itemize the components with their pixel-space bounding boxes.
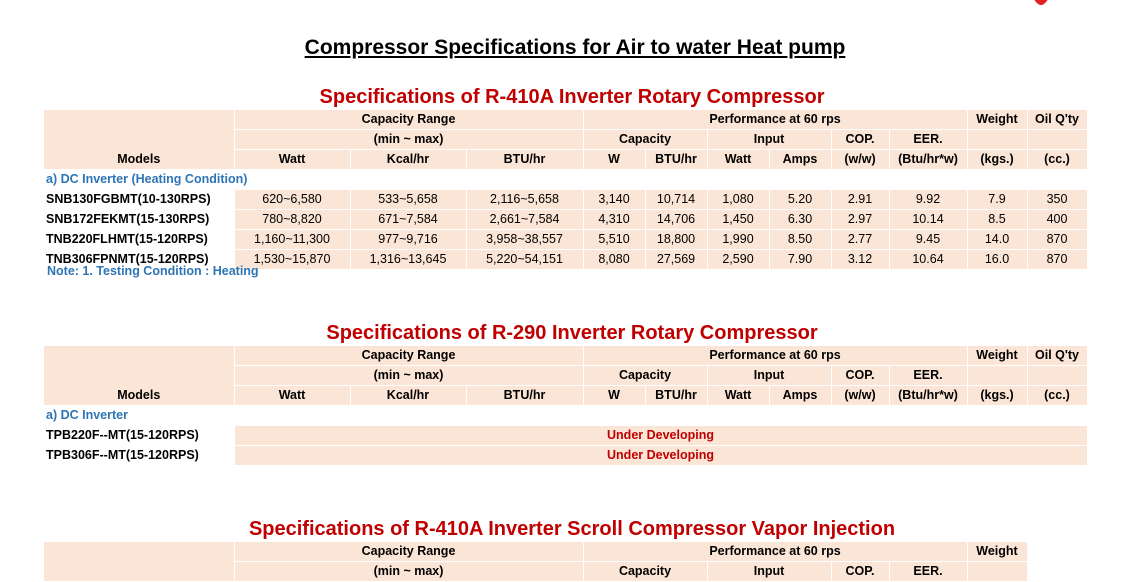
status-under-developing: Under Developing bbox=[234, 446, 1087, 466]
cell-capacity-w: 5,510 bbox=[583, 230, 645, 250]
cell-watt: 1,160~11,300 bbox=[234, 230, 350, 250]
header-ww: (w/w) bbox=[831, 150, 889, 170]
header-eer: EER. bbox=[889, 366, 967, 386]
header-oil: Oil Q'ty bbox=[1027, 346, 1087, 366]
header-min-max: (min ~ max) bbox=[234, 562, 583, 582]
header-capacity: Capacity bbox=[583, 366, 707, 386]
section-title-r410a-rotary: Specifications of R-410A Inverter Rotary Compressor bbox=[319, 86, 825, 108]
cell-amps: 7.90 bbox=[769, 250, 831, 270]
status-under-developing: Under Developing bbox=[234, 426, 1087, 446]
header-btuhrw: (Btu/hr*w) bbox=[889, 386, 967, 406]
header-weight: Weight bbox=[967, 542, 1027, 562]
header-eer: EER. bbox=[889, 562, 967, 582]
cell-capacity-w: 4,310 bbox=[583, 210, 645, 230]
header-performance: Performance at 60 rps bbox=[583, 542, 967, 562]
header-watt: Watt bbox=[234, 386, 350, 406]
model-name: SNB130FGBMT(10-130RPS) bbox=[44, 190, 234, 210]
header-btuhrw: (Btu/hr*w) bbox=[889, 150, 967, 170]
cell-amps: 6.30 bbox=[769, 210, 831, 230]
header-models: Models bbox=[44, 110, 234, 170]
table-row bbox=[44, 426, 1087, 446]
cell-watt: 780~8,820 bbox=[234, 210, 350, 230]
table-row bbox=[44, 190, 1087, 210]
header-weight: Weight bbox=[967, 346, 1027, 366]
model-name: TNB306FPNMT(15-120RPS) bbox=[44, 250, 234, 270]
spec-table-r410a-scroll bbox=[44, 542, 1088, 582]
cell-btu: 2,661~7,584 bbox=[466, 210, 583, 230]
header-models: Models bbox=[44, 346, 234, 406]
cell-btu: 3,958~38,557 bbox=[466, 230, 583, 250]
cell-input-watt: 2,590 bbox=[707, 250, 769, 270]
header-capacity: Capacity bbox=[583, 130, 707, 150]
brand-logo-icon bbox=[1026, 0, 1056, 6]
header-kgs: (kgs.) bbox=[967, 386, 1027, 406]
cell-eer: 9.45 bbox=[889, 230, 967, 250]
cell-kcal: 533~5,658 bbox=[350, 190, 466, 210]
cell-oil: 350 bbox=[1027, 190, 1087, 210]
header-weight: Weight bbox=[967, 110, 1027, 130]
header-performance: Performance at 60 rps bbox=[583, 110, 967, 130]
cell-amps: 5.20 bbox=[769, 190, 831, 210]
cell-capacity-btu: 18,800 bbox=[645, 230, 707, 250]
cell-input-watt: 1,990 bbox=[707, 230, 769, 250]
cell-input-watt: 1,450 bbox=[707, 210, 769, 230]
header-eer: EER. bbox=[889, 130, 967, 150]
cell-kcal: 977~9,716 bbox=[350, 230, 466, 250]
section-subtitle: a) DC Inverter bbox=[44, 406, 1087, 426]
cell-watt: 620~6,580 bbox=[234, 190, 350, 210]
cell-capacity-btu: 14,706 bbox=[645, 210, 707, 230]
header-capacity: Capacity bbox=[583, 562, 707, 582]
header-btu: BTU/hr bbox=[466, 386, 583, 406]
header-capacity-range: Capacity Range bbox=[234, 542, 583, 562]
spec-table-r410a-rotary bbox=[44, 110, 1088, 270]
cell-kcal: 1,316~13,645 bbox=[350, 250, 466, 270]
header-cop: COP. bbox=[831, 130, 889, 150]
cell-capacity-btu: 27,569 bbox=[645, 250, 707, 270]
header-amps: Amps bbox=[769, 386, 831, 406]
model-name: TNB220FLHMT(15-120RPS) bbox=[44, 230, 234, 250]
table-row bbox=[44, 210, 1087, 230]
header-min-max: (min ~ max) bbox=[234, 130, 583, 150]
cell-input-watt: 1,080 bbox=[707, 190, 769, 210]
header-capacity-range: Capacity Range bbox=[234, 346, 583, 366]
cell-kcal: 671~7,584 bbox=[350, 210, 466, 230]
header-btu: BTU/hr bbox=[466, 150, 583, 170]
cell-watt: 1,530~15,870 bbox=[234, 250, 350, 270]
model-name: TPB306F--MT(15-120RPS) bbox=[44, 446, 234, 466]
model-name: TPB220F--MT(15-120RPS) bbox=[44, 426, 234, 446]
header-kcal: Kcal/hr bbox=[350, 386, 466, 406]
cell-cop: 2.77 bbox=[831, 230, 889, 250]
header-w: W bbox=[583, 386, 645, 406]
header-cc: (cc.) bbox=[1027, 386, 1087, 406]
cell-capacity-w: 3,140 bbox=[583, 190, 645, 210]
cell-cop: 2.91 bbox=[831, 190, 889, 210]
cell-cop: 3.12 bbox=[831, 250, 889, 270]
header-ww: (w/w) bbox=[831, 386, 889, 406]
header-oil: Oil Q'ty bbox=[1027, 110, 1087, 130]
header-kcal: Kcal/hr bbox=[350, 150, 466, 170]
cell-oil: 870 bbox=[1027, 230, 1087, 250]
header-watt: Watt bbox=[234, 150, 350, 170]
header-input: Input bbox=[707, 130, 831, 150]
section-title-r290-rotary: Specifications of R-290 Inverter Rotary Compressor bbox=[326, 322, 818, 344]
testing-condition-note: Note: 1. Testing Condition : Heating bbox=[47, 264, 259, 278]
cell-weight: 16.0 bbox=[967, 250, 1027, 270]
cell-weight: 14.0 bbox=[967, 230, 1027, 250]
header-cc: (cc.) bbox=[1027, 150, 1087, 170]
cell-oil: 400 bbox=[1027, 210, 1087, 230]
header-performance: Performance at 60 rps bbox=[583, 346, 967, 366]
model-name: SNB172FEKMT(15-130RPS) bbox=[44, 210, 234, 230]
header-btu-hr: BTU/hr bbox=[645, 150, 707, 170]
cell-btu: 5,220~54,151 bbox=[466, 250, 583, 270]
cell-eer: 10.64 bbox=[889, 250, 967, 270]
section-title-r410a-scroll: Specifications of R-410A Inverter Scroll Compressor Vapor Injection bbox=[248, 518, 896, 540]
spec-table-r290-rotary bbox=[44, 346, 1088, 466]
cell-eer: 9.92 bbox=[889, 190, 967, 210]
cell-weight: 8.5 bbox=[967, 210, 1027, 230]
section-subtitle: a) DC Inverter (Heating Condition) bbox=[44, 170, 1087, 190]
cell-cop: 2.97 bbox=[831, 210, 889, 230]
header-w: W bbox=[583, 150, 645, 170]
header-cop: COP. bbox=[831, 366, 889, 386]
header-min-max: (min ~ max) bbox=[234, 366, 583, 386]
cell-eer: 10.14 bbox=[889, 210, 967, 230]
header-input: Input bbox=[707, 366, 831, 386]
header-input: Input bbox=[707, 562, 831, 582]
cell-btu: 2,116~5,658 bbox=[466, 190, 583, 210]
cell-amps: 8.50 bbox=[769, 230, 831, 250]
table-row bbox=[44, 446, 1087, 466]
header-kgs: (kgs.) bbox=[967, 150, 1027, 170]
table-row bbox=[44, 230, 1087, 250]
header-amps: Amps bbox=[769, 150, 831, 170]
header-input-watt: Watt bbox=[707, 386, 769, 406]
header-btu-hr: BTU/hr bbox=[645, 386, 707, 406]
header-capacity-range: Capacity Range bbox=[234, 110, 583, 130]
cell-capacity-w: 8,080 bbox=[583, 250, 645, 270]
header-input-watt: Watt bbox=[707, 150, 769, 170]
cell-capacity-btu: 10,714 bbox=[645, 190, 707, 210]
cell-oil: 870 bbox=[1027, 250, 1087, 270]
page-title: Compressor Specifications for Air to water Heat pump bbox=[304, 36, 846, 59]
cell-weight: 7.9 bbox=[967, 190, 1027, 210]
header-cop: COP. bbox=[831, 562, 889, 582]
